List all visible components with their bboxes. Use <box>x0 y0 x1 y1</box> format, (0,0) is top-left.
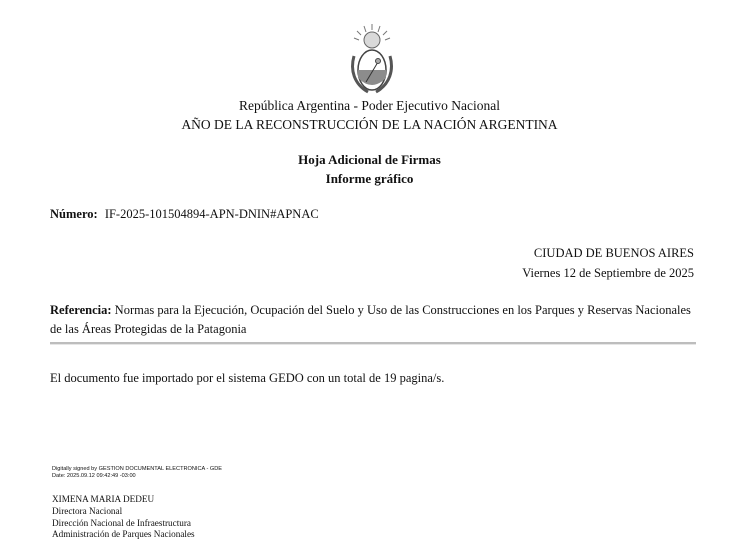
date: Viernes 12 de Septiembre de 2025 <box>522 266 694 280</box>
document-number <box>50 207 319 222</box>
signature-date: Date: 2025.09.12 09:42:49 -03:00 <box>52 472 136 479</box>
divider <box>50 342 696 345</box>
header-line-1: República Argentina - Poder Ejecutivo Nacional <box>238 98 501 113</box>
header-line-2: AÑO DE LA RECONSTRUCCIÓN DE LA NACIÓN ARGENTINA <box>181 117 558 132</box>
signature-signed-by: Digitally signed by GESTION DOCUMENTAL ELECTRONICA - GDE <box>52 466 223 472</box>
signer-role: Directora Nacional <box>52 505 123 516</box>
reference-text: Normas para la Ejecución, Ocupación del Suelo y Uso de las Construcciones en los Parques y Reservas Nacionales de las Áreas Protegidas de la Patagonia <box>50 303 691 336</box>
signer-organization: Administración de Parques Nacionales <box>52 529 195 540</box>
reference <box>50 301 702 339</box>
coat-of-arms-icon <box>346 22 398 100</box>
document-subtitle: Informe gráfico <box>325 171 414 186</box>
signer-office: Dirección Nacional de Infraestructura <box>52 517 192 528</box>
reference-label: Referencia: <box>50 303 112 317</box>
document-title: Hoja Adicional de Firmas <box>298 152 441 167</box>
body-text: El documento fue importado por el sistema GEDO con un total de 19 pagina/s. <box>50 371 445 385</box>
place: CIUDAD DE BUENOS AIRES <box>533 246 694 260</box>
number-label: Número: <box>50 207 98 221</box>
number-value: IF-2025-101504894-APN-DNIN#APNAC <box>104 207 319 221</box>
signer-name: XIMENA MARIA DEDEU <box>52 494 155 504</box>
signer-block <box>52 494 195 541</box>
digital-signature-stamp <box>52 466 222 479</box>
